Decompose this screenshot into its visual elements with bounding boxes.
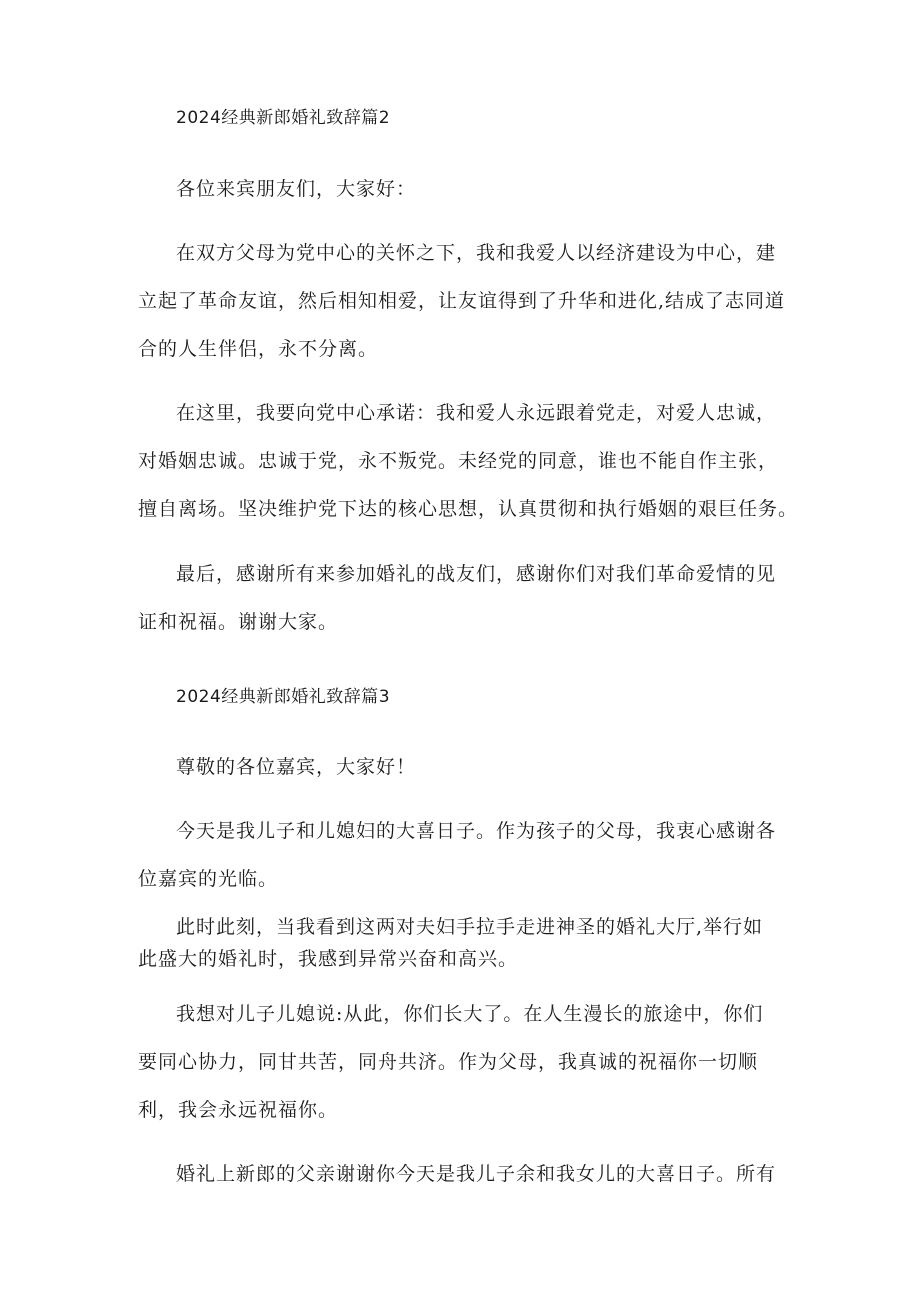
greeting-line: 各位来宾朋友们，大家好： xyxy=(176,178,417,200)
section-2-paragraph-1 xyxy=(138,242,786,360)
text-line: 合的人生伴侣，永不分离。 xyxy=(138,338,379,360)
section-2-paragraph-2 xyxy=(138,402,799,520)
text-line: 在双方父母为党中心的关怀之下，我和我爱人以经济建设为中心，建 xyxy=(176,242,777,264)
section-3-paragraph-2 xyxy=(138,916,786,970)
text-line: 我想对儿子儿媳说:从此，你们长大了。在人生漫长的旅途中，你们 xyxy=(176,1003,764,1025)
text-line: 此时此刻，当我看到这两对夫妇手拉手走进神圣的婚礼大厅,举行如 xyxy=(176,916,764,938)
section-2-paragraph-3 xyxy=(138,563,786,633)
text-line: 最后，感谢所有来参加婚礼的战友们，感谢你们对我们革命爱情的见 xyxy=(176,563,777,585)
text-line: 擅自离场。坚决维护党下达的核心思想，认真贯彻和执行婚姻的艰巨任务。 xyxy=(138,498,799,520)
text-line: 在这里，我要向党中心承诺：我和爱人永远跟着党走，对爱人忠诚， xyxy=(176,402,777,424)
section-3-greeting xyxy=(176,756,786,778)
text-line: 今天是我儿子和儿媳妇的大喜日子。作为孩子的父母，我衷心感谢各 xyxy=(176,820,777,842)
section-3-paragraph-3 xyxy=(138,1003,786,1121)
text-line: 位嘉宾的光临。 xyxy=(138,868,279,890)
section-2-title: 2024经典新郎婚礼致辞篇2 xyxy=(176,108,391,128)
text-line: 证和祝福。谢谢大家。 xyxy=(138,611,339,633)
section-3-paragraph-4 xyxy=(176,1163,786,1185)
text-line: 利，我会永远祝福你。 xyxy=(138,1099,339,1121)
text-line: 要同心协力，同甘共苦，同舟共济。作为父母，我真诚的祝福你一切顺 xyxy=(138,1051,759,1073)
text-line: 立起了革命友谊，然后相知相爱，让友谊得到了升华和进化,结成了志同道 xyxy=(138,290,786,312)
text-line: 此盛大的婚礼时，我感到异常兴奋和高兴。 xyxy=(138,948,519,970)
greeting-line: 尊敬的各位嘉宾，大家好！ xyxy=(176,756,417,778)
section-2-greeting xyxy=(176,178,786,200)
section-3-paragraph-1 xyxy=(138,820,786,890)
section-3-title: 2024经典新郎婚礼致辞篇3 xyxy=(176,687,391,707)
text-line: 婚礼上新郎的父亲谢谢你今天是我儿子余和我女儿的大喜日子。所有 xyxy=(176,1163,777,1185)
text-line: 对婚姻忠诚。忠诚于党，永不叛党。未经党的同意，谁也不能自作主张， xyxy=(138,450,779,472)
